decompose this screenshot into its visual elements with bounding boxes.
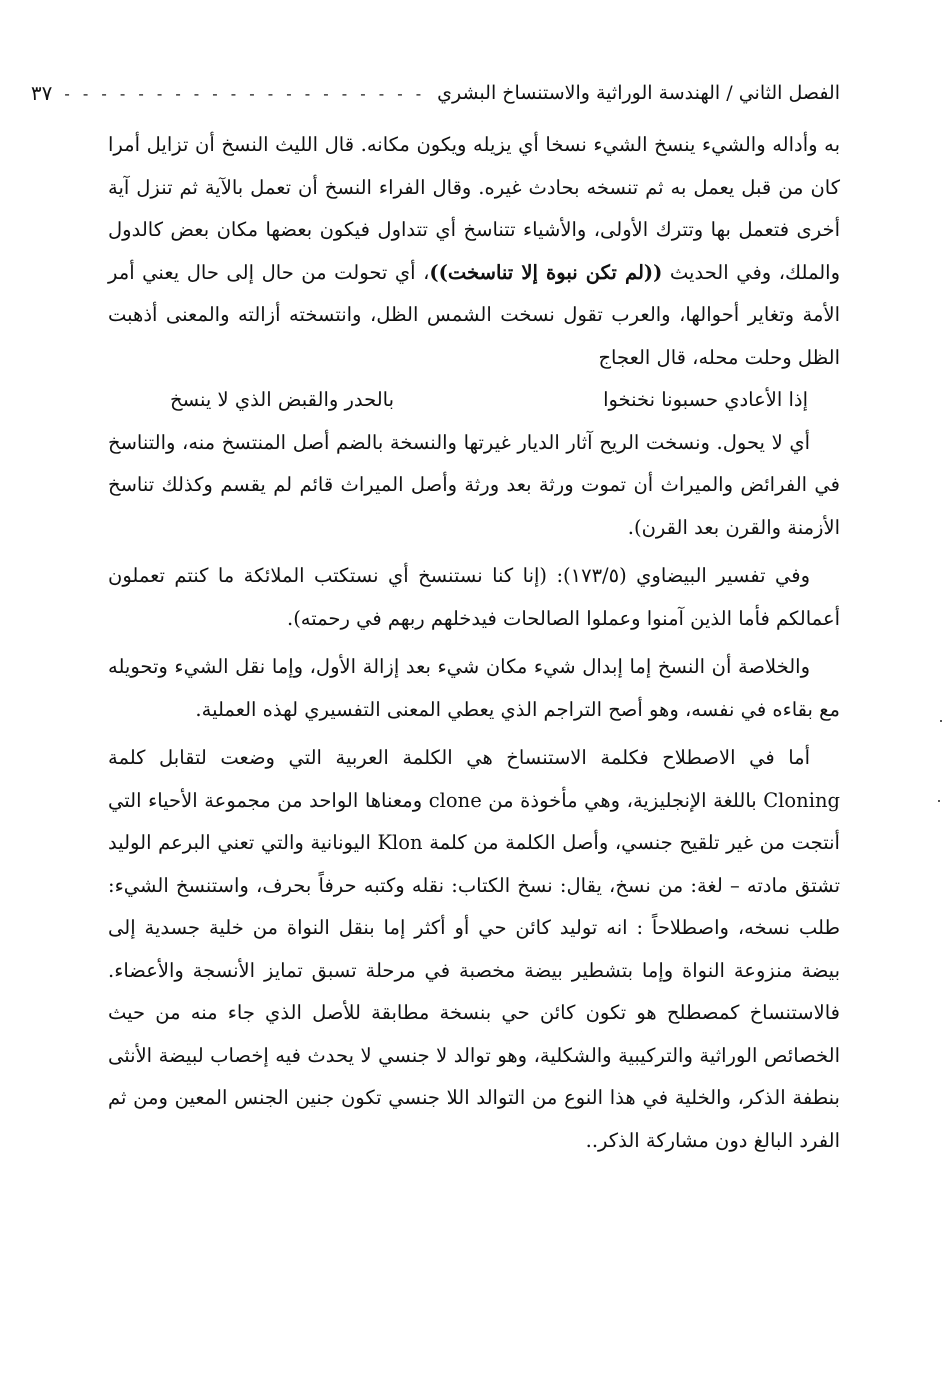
poetry-verse [108,379,840,422]
running-header [30,70,840,116]
scan-speck [938,800,940,802]
paragraph-meaning: أي لا يحول. ونسخت الريح آثار الديار غيرتها والنسخة بالضم أصل المنتسخ منه، والتناسخ في الفرائض والميراث أن تموت ورثة بعد ورثة وأصل الميراث قائم لم يقسم وكذلك تناسخ الأزمنة والقرن بعد القرن). [108,430,840,539]
paragraph-baydawi: وفي تفسير البيضاوي (١٧٣/٥): (إنا كنا نستنسخ أي نستكتب الملائكة ما كنتم تعملون أعمالكم فأما الذين آمنوا وعملوا الصالحات فيدخلهم ربهم في رحمته). [108,564,840,630]
paragraph-text: ، أي تحولت من حال إلى حال يعني أمر الأمة وتغاير أحوالها، والعرب تقول نسخت الشمس الظل، وانتسخته أزالته والمعنى أذهبت الظل وحلت محله، قال العجاج [108,260,840,369]
paragraph-lexical-definition [108,124,840,379]
paragraph-text: به وأداله والشيء ينسخ الشيء نسخا أي يزيله ويكون مكانه. قال الليث النسخ أن تزايل أمرا كان من قبل يعمل به ثم تنسخه بحادث غيره. وقال الفراء النسخ أن تعمل بالآية ثم تنزل آية أخرى فتعمل بها وتترك الأولى، والأشياء تتناسخ أي تتداول فيكون بعضها مكان بعض كالدول والملك، وفي الحديث [108,133,840,284]
verse-first-hemistich: إذا الأعادي حسبونا نخنخوا [603,388,808,411]
header-dots: - - - - - - - - - - - - - - - - - - - - [64,83,426,103]
chapter-title: الفصل الثاني / الهندسة الوراثية والاستنساخ البشري [437,82,840,104]
paragraph-terminology: أما في الاصطلاح فكلمة الاستنساخ هي الكلمة العربية التي وضعت لتقابل كلمة Cloning باللغة الإنجليزية، وهي مأخوذة من clone ومعناها الواحد من مجموعة الأحياء التي أنتجت من غير تلقيح جنسي، وأصل الكلمة من كلمة Klon اليونانية والتي تعني البرعم الوليد تشتق مادته – لغة: من نسخ، يقال: نسخ الكتاب: نقله وكتبه حرفاً بحرف، واستنسخ الشيء: طلب نسخه، واصطلاحاً : انه توليد كائن حي أو أكثر إما بنقل النواة من خلية جسدية إلى بيضة منزوعة النواة وإما بتشطير بيضة مخصبة في مرحلة تسبق تمايز الأنسجة والأعضاء. فالاستنساخ كمصطلح هو تكون كائن حي بنسخة مطابقة للأصل الذي جاء منه من حيث الخصائص الوراثية والتركيبية والشكلية، وهو توالد لا جنسي لا يحدث فيه إخصاب لبيضة الأنثى بنطفة الذكر، والخلية في هذا النوع من التوالد اللا جنسي تكون جنين الجنس المعين ومن ثم الفرد البالغ دون مشاركة الذكر.. [108,746,840,1152]
verse-second-hemistich: بالحدر والقبض الذي لا ينسخ [170,388,395,411]
paragraph-summary: والخلاصة أن النسخ إما إبدال شيء مكان شيء بعد إزالة الأول، وإما نقل الشيء وتحويله مع بقاءه في نفسه، وهو أصح التراجم الذي يعطي المعنى التفسيري لهذه العملية. [108,655,840,721]
document-page [30,70,840,1162]
page-number: ٣٧ [30,81,53,105]
scan-speck [940,720,942,722]
hadith-quote: ((لم تكن نبوة إلا تناسخت)) [429,260,663,284]
